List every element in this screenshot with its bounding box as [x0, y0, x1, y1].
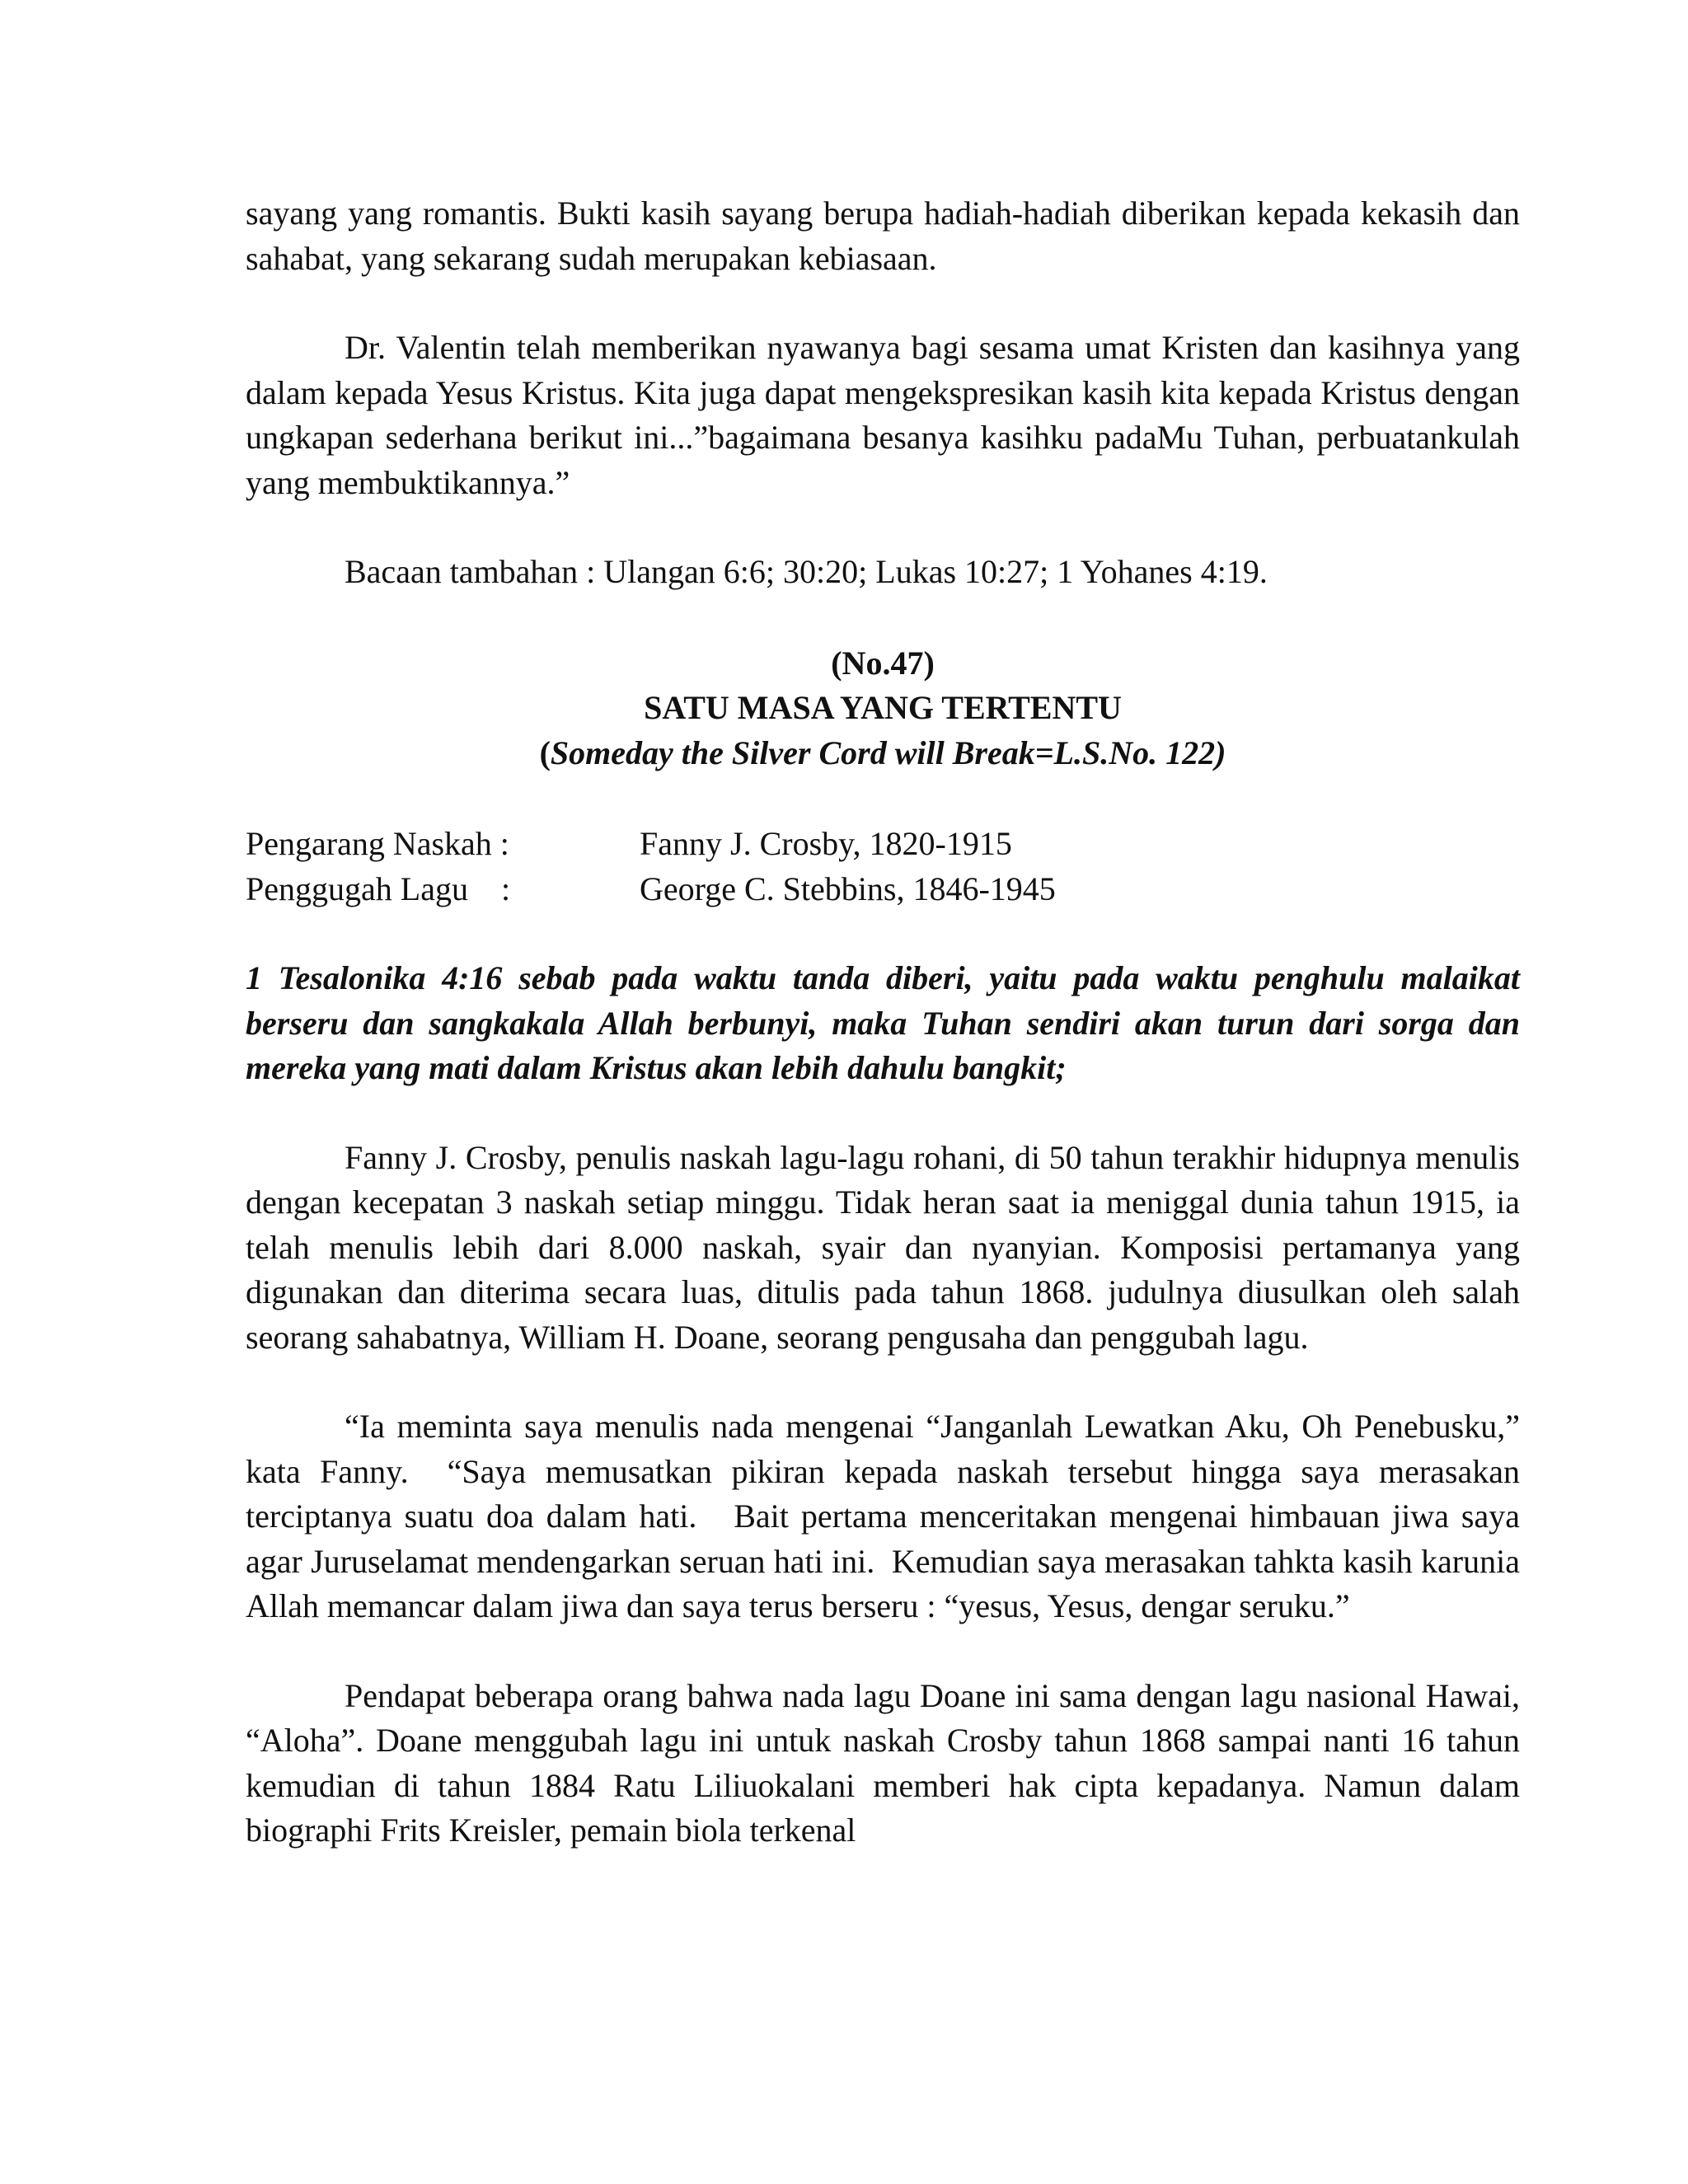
- paragraph-fanny-crosby: Fanny J. Crosby, penulis naskah lagu-lagu rohani, di 50 tahun terakhir hidupnya menulis dengan kecepatan 3 naskah setiap minggu. Tidak heran saat ia meniggal dunia tahun 1915, ia telah menulis lebih dari 8.000 naskah, syair dan nyanyian. Komposisi pertamanya yang digunakan dan diterima secara luas, ditulis pada tahun 1868. judulnya diusulkan oleh salah seorang sahabatnya, William H. Doane, seorang pengusaha dan penggubah lagu.: [246, 1138, 1520, 1356]
- credit-row-author: [246, 822, 1520, 867]
- additional-reading: Bacaan tambahan : Ulangan 6:6; 30:20; Lukas 10:27; 1 Yohanes 4:19.: [345, 553, 1268, 590]
- song-credits: [246, 822, 1520, 912]
- song-number: (No.47): [831, 644, 935, 682]
- subtitle-text: Someday the Silver Cord will Break=L.S.No. 122): [550, 733, 1226, 771]
- paragraph-fanny-quote: “Ia meminta saya menulis nada mengenai “Janganlah Lewatkan Aku, Oh Penebusku,” kata Fanny. “Saya memusatkan pikiran kepada naskah tersebut hingga saya merasakan terciptanya suatu doa dalam hati. Bait pertama menceritakan mengenai himbauan jiwa saya agar Juruselamat mendengarkan seruan hati ini. Kemudian saya merasakan tahkta kasih karunia Allah memancar dalam jiwa dan saya terus berseru : “yesus, Yesus, dengar seruku.”: [246, 1408, 1528, 1624]
- credit-value: George C. Stebbins, 1846-1945: [640, 869, 1056, 907]
- credit-label: Penggugah Lagu :: [246, 869, 511, 907]
- song-title: SATU MASA YANG TERTENTU: [644, 689, 1122, 726]
- bible-verse: 1 Tesalonika 4:16 sebab pada waktu tanda diberi, yaitu pada waktu penghulu malaikat berseru dan sangkakala Allah berbunyi, maka Tuhan sendiri akan turun dari sorga dan mereka yang mati dalam Kristus akan lebih dahulu bangkit;: [246, 959, 1520, 1086]
- subtitle-paren: (: [539, 733, 551, 771]
- song-subtitle: [246, 731, 1520, 776]
- paragraph-doane-aloha: Pendapat beberapa orang bahwa nada lagu Doane ini sama dengan lagu nasional Hawai, “Aloha”. Doane menggubah lagu ini untuk naskah Crosby tahun 1868 sampai nanti 16 tahun kemudian di tahun 1884 Ratu Liliuokalani memberi hak cipta kepadanya. Namun dalam biographi Frits Kreisler, pemain biola terkenal: [246, 1676, 1520, 1849]
- document-page: [246, 191, 1528, 1854]
- credit-value: Fanny J. Crosby, 1820-1915: [640, 825, 1012, 862]
- credit-label: Pengarang Naskah :: [246, 825, 509, 862]
- credit-row-composer: [246, 867, 1520, 912]
- paragraph-valentine-tradition: sayang yang romantis. Bukti kasih sayang berupa hadiah-hadiah diberikan kepada kekasih dan sahabat, yang sekarang sudah merupakan kebiasaan.: [246, 194, 1520, 277]
- song-heading: [246, 641, 1520, 776]
- paragraph-dr-valentin: Dr. Valentin telah memberikan nyawanya bagi sesama umat Kristen dan kasihnya yang dalam kepada Yesus Kristus. Kita juga dapat mengekspresikan kasih kita kepada Kristus dengan ungkapan sederhana berikut ini...”bagaimana besanya kasihku padaMu Tuhan, perbuatankulah yang membuktikannya.”: [246, 329, 1520, 501]
